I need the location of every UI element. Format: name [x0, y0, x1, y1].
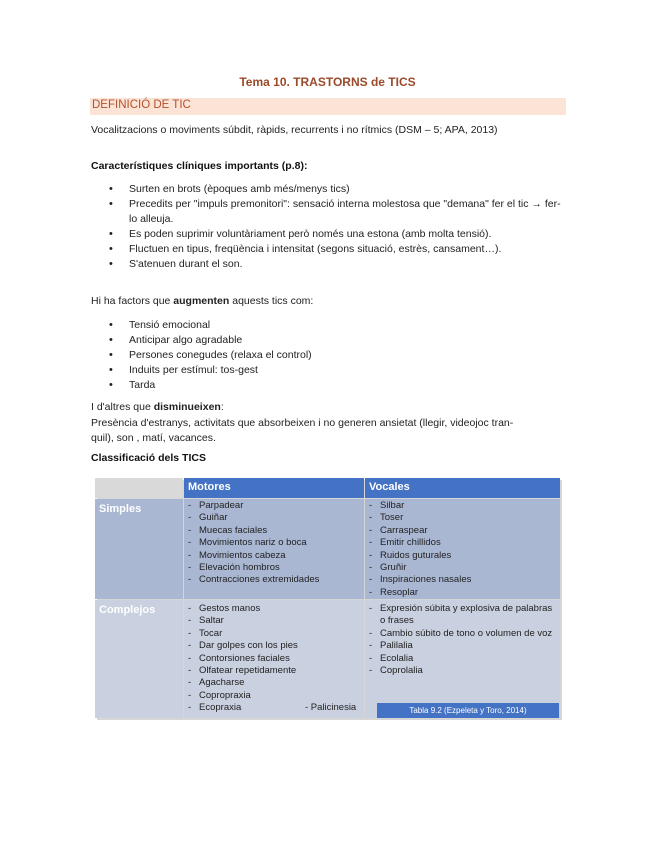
- list-item: • Anticipar algo agradable: [91, 333, 491, 348]
- list-item: • Induits per estímul: tos-gest: [91, 363, 491, 378]
- simples-vocales: [365, 499, 560, 599]
- page-title: Tema 10. TRASTORNS de TICS: [239, 75, 416, 89]
- list-item: - Muecas faciales: [188, 525, 360, 537]
- list-item: - Copropraxia: [188, 690, 360, 702]
- table-caption: Tabla 9.2 (Ezpeleta y Toro, 2014): [377, 703, 559, 718]
- list-item: • Precedits per "impuls premonitori": sensació interna molestosa que "demana" fer el tic → fer-lo alleuja.: [91, 197, 561, 227]
- list-item: - Coprolalia: [369, 665, 556, 677]
- list-item: - Ecopraxia - Palicinesia: [188, 702, 360, 714]
- clinical-heading: Característiques clíniques importants (p.8):: [91, 160, 308, 172]
- list-item: - Tocar: [188, 628, 360, 640]
- list-item: - Dar golpes con los pies: [188, 640, 360, 652]
- list-item: - Ruidos guturales: [369, 550, 556, 562]
- complejos-motores: [184, 600, 364, 718]
- decrease-intro: I d'altres que disminueixen:: [91, 401, 224, 413]
- augment-intro: Hi ha factors que augmenten aquests tics com:: [91, 295, 314, 307]
- classification-heading: Classificació dels TICS: [91, 452, 206, 464]
- list-item: - Contorsiones faciales: [188, 653, 360, 665]
- row-label-complejos: Complejos: [95, 600, 183, 718]
- list-item: • Surten en brots (èpoques amb més/menys tics): [91, 182, 561, 197]
- list-item: - Emitir chillidos: [369, 537, 556, 549]
- definition-heading-bar: [90, 98, 566, 115]
- list-item: - Gruñir: [369, 562, 556, 574]
- list-item: - Inspiraciones nasales: [369, 574, 556, 586]
- list-item: - Movimientos nariz o boca: [188, 537, 360, 549]
- list-item: • Persones conegudes (relaxa el control): [91, 348, 491, 363]
- classification-table: [95, 478, 560, 718]
- clinical-list: [91, 182, 561, 272]
- palicinesia-text: - Palicinesia: [305, 702, 357, 714]
- list-item: - Ecolalia: [369, 653, 556, 665]
- list-item: - Carraspear: [369, 525, 556, 537]
- list-item: - Elevación hombros: [188, 562, 360, 574]
- col-header-motores: Motores: [184, 478, 364, 498]
- list-item: - Olfatear repetidamente: [188, 665, 360, 677]
- list-item: - Expresión súbita y explosiva de palabras o frases: [369, 603, 556, 628]
- list-item: - Parpadear: [188, 500, 360, 512]
- decrease-text: Presència d'estranys, activitats que absorbeixen i no generen ansietat (llegir, videojoc tran-quil), son , matí, vacances.: [91, 417, 514, 444]
- list-item: • S'atenuen durant el son.: [91, 257, 561, 272]
- simples-motores: [184, 499, 364, 599]
- list-item: • Tarda: [91, 378, 491, 393]
- definition-heading: DEFINICIÓ DE TIC: [92, 99, 191, 111]
- list-item: - Cambio súbito de tono o volumen de voz: [369, 628, 556, 640]
- list-item: - Saltar: [188, 615, 360, 627]
- complejos-vocales: [365, 600, 560, 718]
- list-item: - Contracciones extremidades: [188, 574, 360, 586]
- augment-list: [91, 318, 491, 393]
- row-label-simples: Simples: [95, 499, 183, 599]
- list-item: • Es poden suprimir voluntàriament però només una estona (amb molta tensió).: [91, 227, 561, 242]
- list-item: - Silbar: [369, 500, 556, 512]
- list-item: - Movimientos cabeza: [188, 550, 360, 562]
- definition-text: Vocalitzacions o moviments súbdit, ràpids, recurrents i no rítmics (DSM – 5; APA, 2013): [91, 124, 498, 136]
- list-item: • Tensió emocional: [91, 318, 491, 333]
- list-item: - Toser: [369, 512, 556, 524]
- table-corner: [95, 478, 183, 498]
- list-item: - Palilalia: [369, 640, 556, 652]
- col-header-vocales: Vocales: [365, 478, 560, 498]
- list-item: - Agacharse: [188, 677, 360, 689]
- list-item: - Gestos manos: [188, 603, 360, 615]
- list-item: • Fluctuen en tipus, freqüència i intensitat (segons situació, estrès, cansament…).: [91, 242, 561, 257]
- list-item: - Guiñar: [188, 512, 360, 524]
- list-item: - Resoplar: [369, 587, 556, 599]
